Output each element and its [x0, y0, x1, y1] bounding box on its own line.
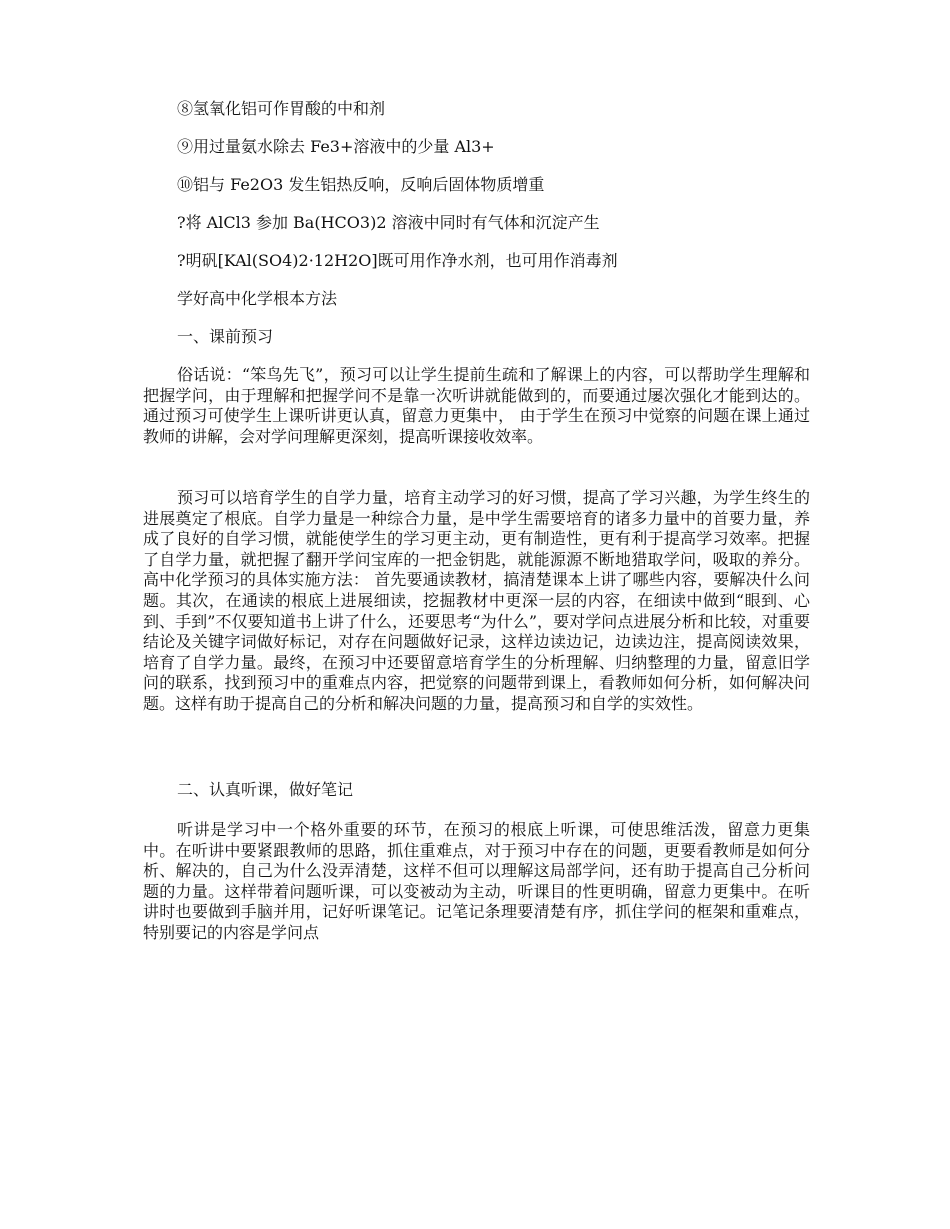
- heading-listening: 二、认真听课，做好笔记: [177, 780, 354, 799]
- list-item-12: ?明矾[KAl(SO4)2·12H2O]既可用作净水剂，也可用作消毒剂: [177, 251, 618, 270]
- paragraph-preview-intro: 俗话说：“笨鸟先飞”，预习可以让学生提前生疏和了解课上的内容，可以帮助学生理解和把握学问，由于理解和把握学问不是靠一次听讲就能做到的，而要通过屡次强化才能到达的。通过预习可使学生上课听讲更认真，留意力更集中， 由于学生在预习中觉察的问题在课上通过教师的讲解，会对学问理解更深刻，提高听课接收效率。: [143, 365, 810, 446]
- paragraph-listening: 听讲是学习中一个格外重要的环节，在预习的根底上听课，可使思维活泼，留意力更集中。在听讲中要紧跟教师的思路，抓住重难点，对于预习中存在的问题，更要看教师是如何分析、解决的，自己为什么没弄清楚，这样不但可以理解这局部学问，还有助于提高自己分析问题的力量。这样带着问题听课，可以变被动为主动，听课目的性更明确，留意力更集中。在听讲时也要做到手脑并用，记好听课笔记。记笔记条理要清楚有序，抓住学问的框架和重难点，特别要记的内容是学问点: [143, 820, 810, 942]
- paragraph-preview-method: 预习可以培育学生的自学力量，培育主动学习的好习惯，提高了学习兴趣，为学生终生的进展奠定了根底。自学力量是一种综合力量，是中学生需要培育的诸多力量中的首要力量，养成了良好的自学习惯，就能使学生的学习更主动，更有制造性，更有利于提高学习效率。把握了自学力量，就把握了翻开学问宝库的一把金钥匙，就能源源不断地猎取学问，吸取的养分。高中化学预习的具体实施方法： 首先要通读教材，搞清楚课本上讲了哪些内容，要解决什么问题。其次，在通读的根底上进展细读，挖掘教材中更深一层的内容，在细读中做到“眼到、心到、手到”不仅要知道书上讲了什么，还要思考“为什么”，要对学问点进展分析和比较，对重要结论及关键字词做好标记，对存在问题做好记录，这样边读边记，边读边注，提高阅读效果，培育了自学力量。最终，在预习中还要留意培育学生的分析理解、归纳整理的力量，留意旧学问的联系，找到预习中的重难点内容，把觉察的问题带到课上，看教师如何分析，如何解决问题。这样有助于提高自己的分析和解决问题的力量，提高预习和自学的实效性。: [143, 488, 810, 713]
- section-title: 学好高中化学根本方法: [177, 289, 338, 308]
- list-item-8: ⑧氢氧化铝可作胃酸的中和剂: [177, 99, 386, 118]
- list-item-10: ⑩铝与 Fe2O3 发生铝热反响，反响后固体物质增重: [177, 175, 545, 194]
- list-item-9: ⑨用过量氨水除去 Fe3+溶液中的少量 Al3+: [177, 137, 495, 156]
- list-item-11: ?将 AlCl3 参加 Ba(HCO3)2 溶液中同时有气体和沉淀产生: [177, 213, 600, 232]
- heading-preview: 一、课前预习: [177, 327, 274, 346]
